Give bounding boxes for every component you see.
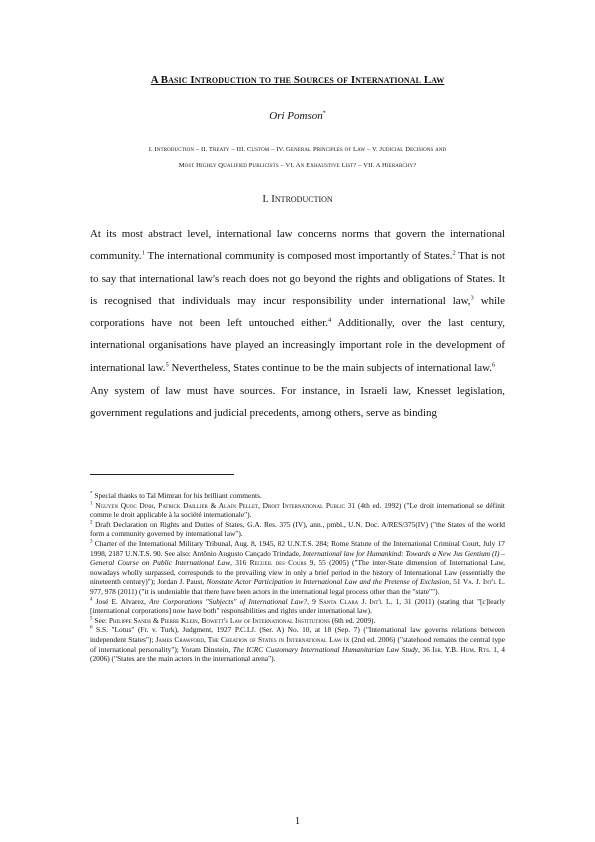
body-paragraph-2: Any system of law must have sources. For instance, in Israeli law, Knesset legislation, government regulations and judicial precedents, among others, serve as binding xyxy=(90,385,505,420)
footnote-text: Nguyen Quoc Dinh, Patrick Daillier & Alain Pellet, Droit International Public xyxy=(92,500,346,510)
footnote-text: (6th ed. 2009). xyxy=(330,615,376,625)
footnote-mark: 2 xyxy=(90,520,93,526)
footnote-separator xyxy=(90,474,234,475)
footnote-ref-5[interactable]: 5 xyxy=(165,361,169,369)
footnote-1 xyxy=(90,501,505,520)
footnote-6 xyxy=(90,625,505,663)
table-of-contents-line-1: I. Introduction – II. Treaty – III. Custom – IV. General Principles of Law – V. Judicial Decisions and xyxy=(148,146,447,153)
sentence: At its most abstract level, international law concerns norms that govern the international community. xyxy=(90,228,505,263)
citation-title: International law for Humankind: Towards a New Jus Gentium (I) – General Course on Public International Law xyxy=(90,548,505,568)
journal-name: Santa Clara J. Int'l L. xyxy=(319,596,393,606)
footnote-ref-2[interactable]: 2 xyxy=(452,249,456,257)
footnote-mark: 6 xyxy=(90,625,93,631)
sentence: Additionally, over the last century, international organisations have played an increasingly important role in the development of international law. xyxy=(90,317,505,374)
section-heading: I. Introduction xyxy=(262,193,333,205)
footnote-text: , 36 xyxy=(418,644,433,654)
footnote-mark: * xyxy=(90,491,93,497)
table-of-contents-line-2: Most Highly Qualified Publicists – VI. An Exhaustive List? – VII. A Hierarchy? xyxy=(178,162,417,169)
footnote-ref-3[interactable]: 3 xyxy=(470,294,474,302)
footnote-ref-6[interactable]: 6 xyxy=(491,361,496,369)
citation-title: The ICRC Customary International Humanitarian Law Study xyxy=(232,644,419,654)
paper-title: A Basic Introduction to the Sources of International Law xyxy=(150,74,445,86)
footnote-ref-1[interactable]: 1 xyxy=(141,249,145,257)
footnote-mark: 1 xyxy=(90,501,93,507)
footnote-text: ix (2nd ed. 2006) ("statehood remains the central type of international personality"); Yoram Dinstein, xyxy=(90,634,505,654)
author-name: Ori Pomson xyxy=(269,110,323,122)
footnote-text: S.S. "Lotus" (Fr. v. Turk), Judgment, 1927 P.C.I.J. (Ser. A) No. 10, at 18 (Sep. 7) ("International law governs relations between independent States"); xyxy=(90,625,505,644)
book-title: Philippe Sands & Pierre Klein, Bowett's Law of International Institutions xyxy=(108,615,330,625)
journal-name: Va. J. Int'l L. xyxy=(462,577,505,587)
footnote-5 xyxy=(90,616,505,626)
footnote-mark: 3 xyxy=(90,539,93,545)
footnote-text: 1, 4 (2006) ("States are the main actors in the international arena"). xyxy=(90,644,505,664)
footnotes xyxy=(90,491,505,664)
footnote-text: Draft Declaration on Rights and Duties of States, G.A. Res. 375 (IV), ann., pmbl., U.N. Doc. A/RES/375(IV) ("the States of the world form a community governed by international law"). xyxy=(90,519,505,539)
body-paragraph-1 xyxy=(90,223,505,379)
footnote-text: , 9 xyxy=(307,596,319,606)
footnote-text: 977, 978 (2011) ("it is undeniable that there have been actors in the international legal process other than the "state""). xyxy=(90,586,440,596)
sentence: The international community is composed most importantly of States. xyxy=(144,250,453,263)
footnote-ref-4[interactable]: 4 xyxy=(328,316,332,324)
footnote-mark: 5 xyxy=(90,616,93,622)
footnote-text: José E. Alvarez, xyxy=(92,596,150,606)
author-footnote-mark[interactable]: * xyxy=(322,110,326,117)
footnote-text: See: xyxy=(92,615,109,625)
journal-name: Isr. Y.B. Hum. Rts. xyxy=(432,644,491,654)
journal-name: Recueil des Cours xyxy=(249,558,307,568)
footnote-text: , 316 xyxy=(230,558,250,568)
footnote-star xyxy=(90,491,505,501)
citation-title: Nonstate Actor Participation in International Law and the Pretense of Exclusion xyxy=(206,577,450,587)
sentence: Nevertheless, States continue to be the main subjects of international law. xyxy=(168,361,492,374)
footnote-text: , 51 xyxy=(449,577,463,587)
footnote-mark: 4 xyxy=(90,597,93,603)
citation-title: Are Corporations "Subjects" of International Law? xyxy=(149,596,308,606)
author-line xyxy=(0,110,595,122)
footnote-text: 9, 55 (2005) ("The inter-State dimension of International Law, nowadays wholly surpassed, corresponds to the prevailing view in only a brief period in the history of International Law (essentially the nineteenth century)"); Jordan J. Paust, xyxy=(90,558,505,587)
footnote-4 xyxy=(90,597,505,616)
sentence: while corporations have not been left untouched either. xyxy=(90,294,505,330)
sentence: That is not to say that international law's reach does not go beyond the rights and obligations of States. It is recognised that individuals may incur responsibility under international law, xyxy=(90,250,505,307)
footnote-2 xyxy=(90,520,505,539)
book-title: James Crawford, The Creation of States in International Law xyxy=(155,634,342,644)
footnote-text: 1, 31 (2011) (stating that "[c]learly [international corporations] now have both" responsibilities and rights under international law). xyxy=(90,596,505,616)
footnote-text: 31 (4th ed. 1992) ("Le droit international se définit comme le droit applicable à la société internationale"). xyxy=(90,500,505,520)
page-number: 1 xyxy=(294,816,301,827)
footnote-3 xyxy=(90,539,505,597)
footnote-text: Special thanks to Tal Mimran for his brilliant comments. xyxy=(92,491,262,500)
footnote-text: Charter of the International Military Tribunal, Aug. 8, 1945, 82 U.N.T.S. 284; Rome Statute of the International Criminal Court, July 17 1998, 2187 U.N.T.S. 90. See also: Antônio Augusto Cançado Trindade, xyxy=(90,538,505,558)
